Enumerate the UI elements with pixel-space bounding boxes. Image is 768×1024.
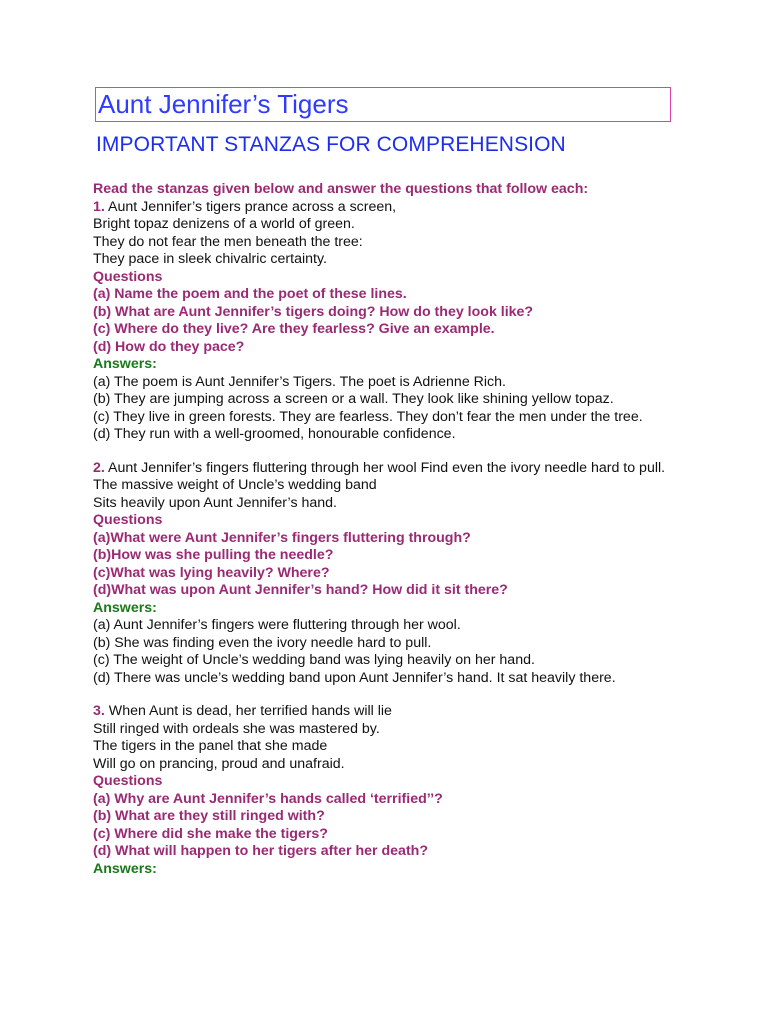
answer-item: (a) The poem is Aunt Jennifer’s Tigers. The poet is Adrienne Rich. bbox=[93, 373, 506, 390]
section-number: 1. bbox=[93, 198, 105, 215]
page-title: Aunt Jennifer’s Tigers bbox=[98, 89, 349, 119]
answer-item: (c) The weight of Uncle’s wedding band was lying heavily on her hand. bbox=[93, 652, 535, 668]
section-number: 3. bbox=[93, 703, 105, 719]
question-item: (a) Name the poem and the poet of these lines. bbox=[93, 286, 407, 302]
stanza-line: Sits heavily upon Aunt Jennifer’s hand. bbox=[93, 494, 337, 511]
page-subtitle: IMPORTANT STANZAS FOR COMPREHENSION bbox=[96, 133, 566, 156]
question-item: (b) What are Aunt Jennifer’s tigers doing? How do they look like? bbox=[93, 303, 534, 320]
question-item: (c)What was lying heavily? Where? bbox=[93, 564, 330, 581]
stanza-line: The tigers in the panel that she made bbox=[93, 738, 328, 754]
stanza-line: They pace in sleek chivalric certainty. bbox=[93, 251, 327, 267]
question-item: (d) What will happen to her tigers after her death? bbox=[93, 843, 429, 859]
question-item: (d) How do they pace? bbox=[93, 338, 245, 355]
stanza-text: Aunt Jennifer’s fingers fluttering through her wool Find even the ivory needle hard to pull. bbox=[108, 459, 666, 476]
section-spacer bbox=[93, 687, 683, 703]
question-item: (c) Where did she make the tigers? bbox=[93, 825, 328, 842]
question-item: (a) Why are Aunt Jennifer’s hands called ‘terrified’’? bbox=[93, 790, 443, 807]
section-3 bbox=[93, 703, 683, 878]
answer-item: (d) There was uncle’s wedding band upon Aunt Jennifer’s hand. It sat heavily there. bbox=[93, 669, 616, 686]
stanza-text: When Aunt is dead, her terrified hands will lie bbox=[108, 703, 392, 719]
instruction-text: Read the stanzas given below and answer the questions that follow each: bbox=[93, 181, 589, 197]
section-number: 2. bbox=[93, 459, 105, 476]
stanza-line: The massive weight of Uncle’s wedding band bbox=[93, 477, 377, 493]
stanza-line: Bright topaz denizens of a world of green. bbox=[93, 216, 355, 232]
question-item: (b)How was she pulling the needle? bbox=[93, 547, 334, 563]
question-item: (d)What was upon Aunt Jennifer’s hand? How did it sit there? bbox=[93, 582, 508, 598]
stanza-line bbox=[93, 460, 683, 478]
section-1 bbox=[93, 199, 683, 444]
answer-item: (a) Aunt Jennifer’s fingers were fluttering through her wool. bbox=[93, 617, 461, 633]
document-body bbox=[93, 181, 683, 878]
answer-item: (b) They are jumping across a screen or a wall. They look like shining yellow topaz. bbox=[93, 391, 614, 407]
questions-heading: Questions bbox=[93, 268, 163, 285]
answer-item: (d) They run with a well-groomed, honourable confidence. bbox=[93, 426, 456, 442]
answers-heading: Answers: bbox=[93, 599, 157, 616]
answers-heading: Answers: bbox=[93, 860, 157, 877]
questions-heading: Questions bbox=[93, 512, 163, 528]
stanza-line: They do not fear the men beneath the tree: bbox=[93, 233, 363, 250]
question-item: (b) What are they still ringed with? bbox=[93, 808, 325, 824]
questions-heading: Questions bbox=[93, 773, 163, 789]
title-box bbox=[95, 87, 671, 122]
stanza-text: Aunt Jennifer’s tigers prance across a screen, bbox=[108, 198, 397, 215]
stanza-line bbox=[93, 199, 683, 217]
question-item: (c) Where do they live? Are they fearless? Give an example. bbox=[93, 321, 495, 337]
stanza-line: Will go on prancing, proud and unafraid. bbox=[93, 755, 345, 772]
section-spacer bbox=[93, 444, 683, 460]
answer-item: (c) They live in green forests. They are fearless. They don’t fear the men under the tree. bbox=[93, 408, 643, 425]
stanza-line bbox=[93, 703, 683, 721]
section-2 bbox=[93, 460, 683, 688]
answers-heading: Answers: bbox=[93, 356, 157, 372]
stanza-line: Still ringed with ordeals she was mastered by. bbox=[93, 720, 380, 737]
question-item: (a)What were Aunt Jennifer’s fingers fluttering through? bbox=[93, 529, 471, 546]
answer-item: (b) She was finding even the ivory needle hard to pull. bbox=[93, 634, 432, 651]
